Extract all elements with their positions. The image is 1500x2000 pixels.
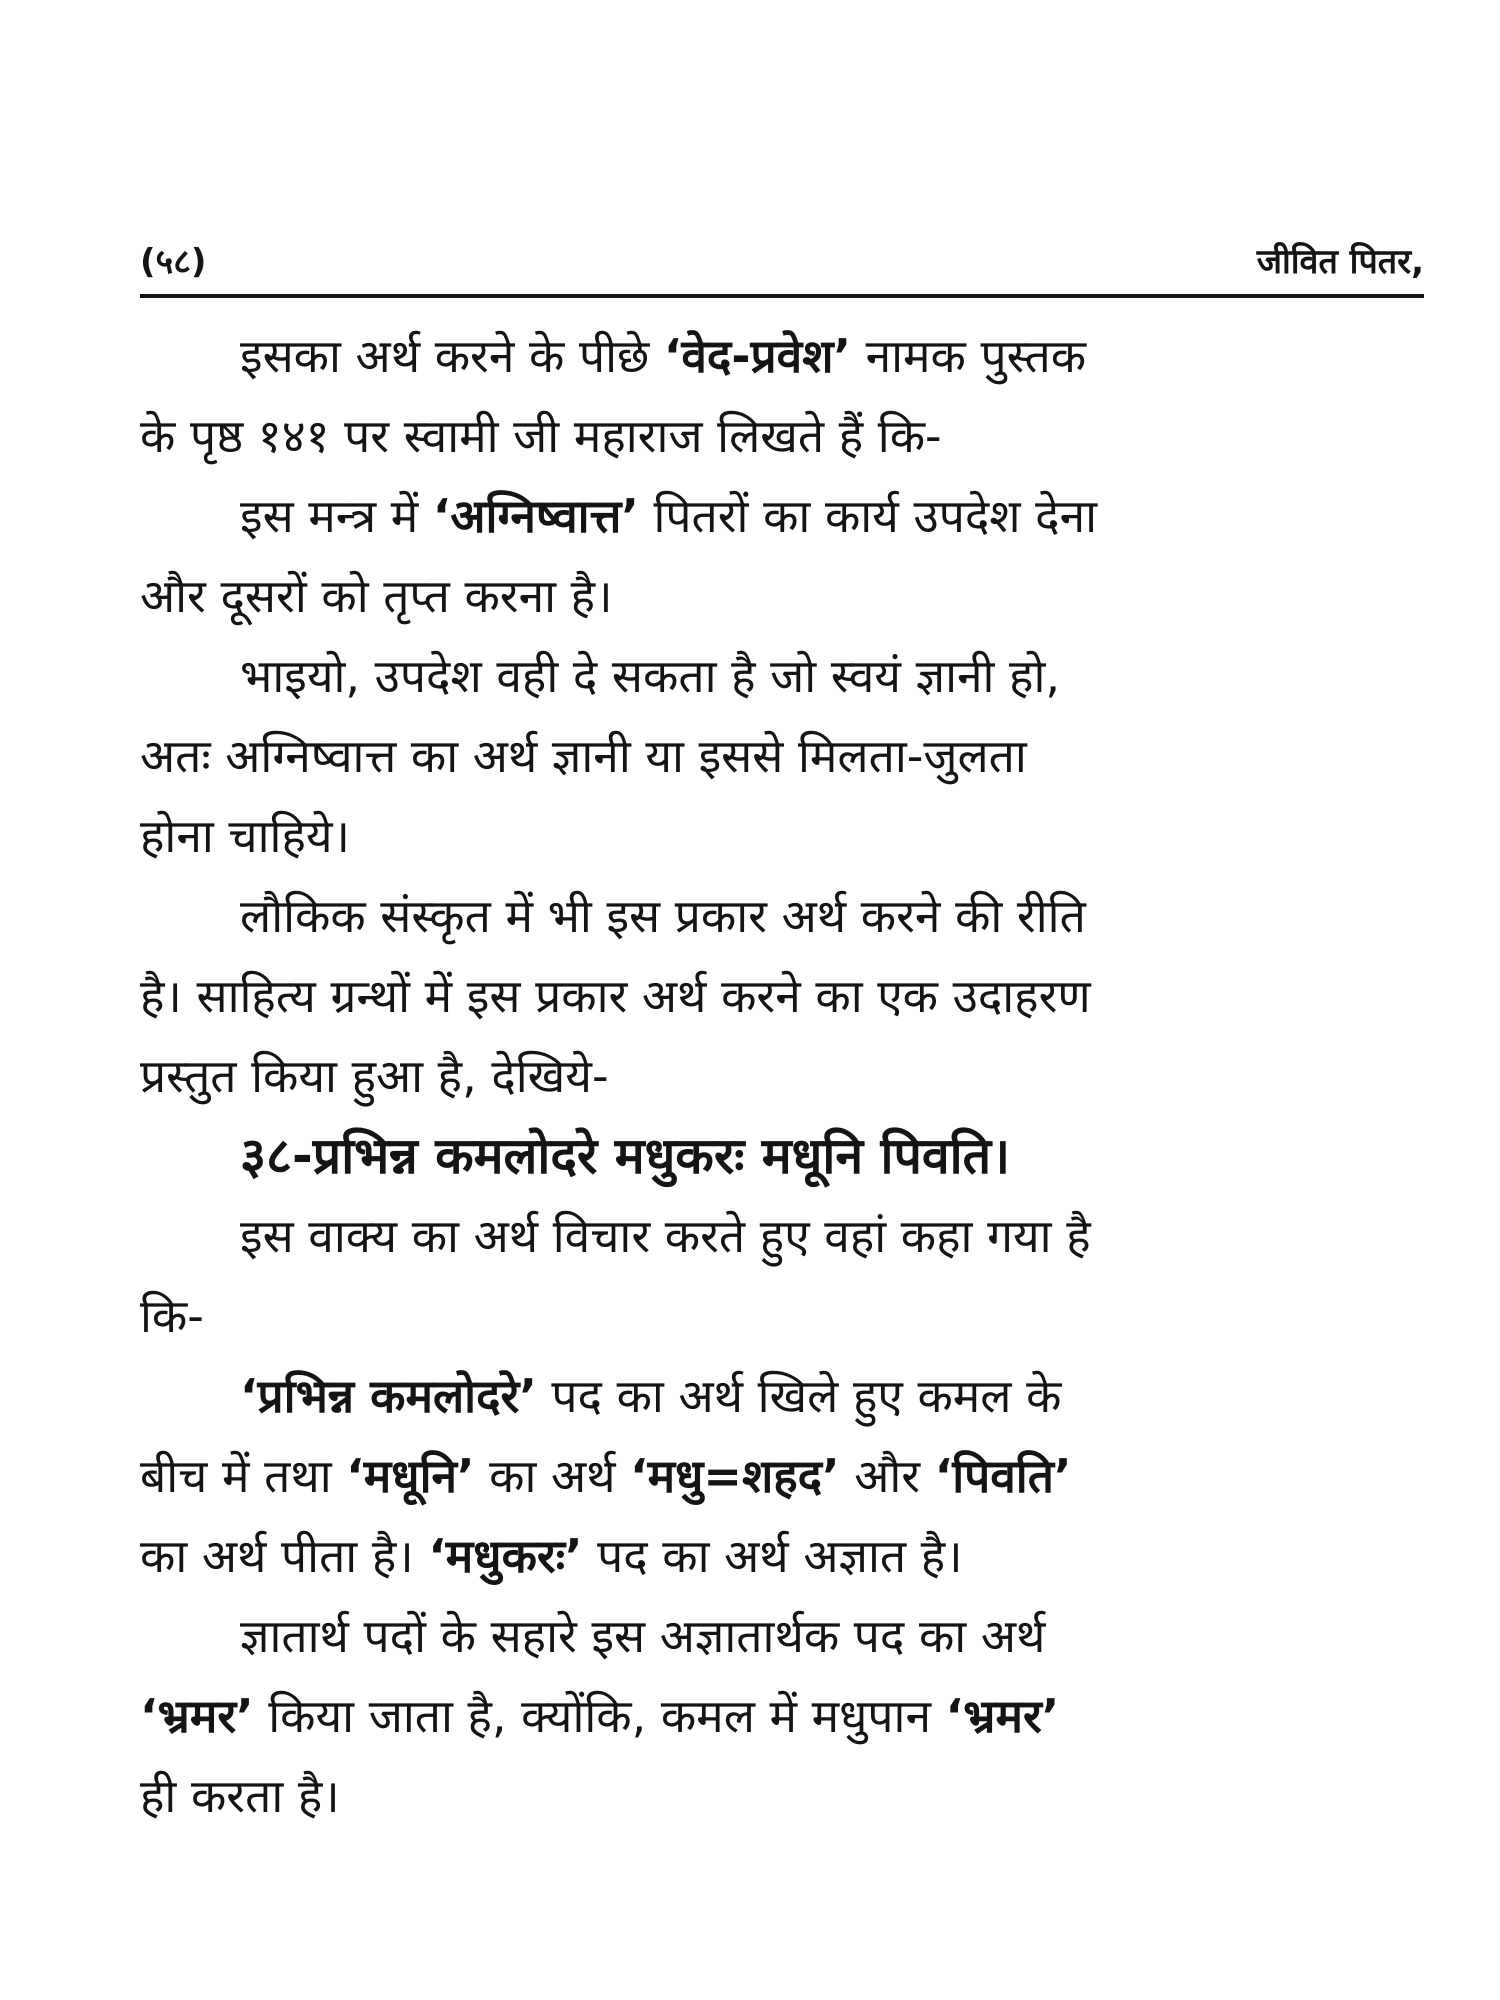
text-run: का अर्थ पीता है। (140, 1529, 429, 1583)
text-run: नामक पुस्तक (850, 329, 1087, 383)
body-text (140, 316, 1424, 1836)
bold-term: ‘पिवति’ (934, 1449, 1072, 1503)
page-number: (५८) (140, 242, 207, 282)
bold-term: ‘मधु=शहद’ (630, 1449, 840, 1503)
text-run: इस मन्त्र में (240, 489, 433, 543)
bold-term: ‘मधूनि’ (346, 1449, 475, 1503)
text-line: लौकिक संस्कृत में भी इस प्रकार अर्थ करने की रीति (240, 889, 1086, 943)
text-line: ही करता है। (140, 1769, 340, 1823)
text-line (140, 1356, 1424, 1436)
numbered-sentence: ३८-प्रभिन्न कमलोदरे मधुकरः मधूनि पिवति। (240, 1127, 1011, 1185)
paragraph-1 (140, 316, 1424, 476)
bold-term: ‘अग्निष्वात्त’ (432, 489, 639, 543)
paragraph-2 (140, 476, 1424, 636)
text-line: और दूसरों को तृप्त करना है। (140, 569, 613, 623)
bold-term: ‘वेद-प्रवेश’ (663, 329, 851, 383)
paragraph-4 (140, 876, 1424, 1116)
text-run: का अर्थ (474, 1449, 631, 1503)
page-header (140, 234, 1424, 290)
header-rule (140, 294, 1424, 298)
bold-term: ‘मधुकरः’ (428, 1529, 583, 1583)
text-line: इस वाक्य का अर्थ विचार करते हुए वहां कहा गया है (240, 1209, 1091, 1263)
text-line: प्रस्तुत किया हुआ है, देखिये- (140, 1049, 609, 1103)
text-run: पितरों का कार्य उपदेश देना (638, 489, 1098, 543)
text-run: पद का अर्थ खिले हुए कमल के (536, 1369, 1062, 1423)
text-run: बीच में तथा (140, 1449, 347, 1503)
text-run: पद का अर्थ अज्ञात है। (582, 1529, 963, 1583)
bold-term: ‘भ्रमर’ (140, 1689, 254, 1743)
paragraph-3 (140, 636, 1424, 876)
text-line (140, 476, 1424, 556)
running-title: जीवित पितर, (1256, 242, 1424, 282)
text-run: और (839, 1449, 935, 1503)
paragraph-6 (140, 1356, 1424, 1596)
bold-term: ‘प्रभिन्न कमलोदरे’ (240, 1369, 537, 1423)
text-line: के पृष्ठ १४१ पर स्वामी जी महाराज लिखते हैं कि- (140, 409, 942, 463)
text-line (140, 1676, 1424, 1756)
text-line: कि- (140, 1289, 204, 1343)
text-line (140, 1436, 1424, 1516)
paragraph-5 (140, 1196, 1424, 1356)
text-line: होना चाहिये। (140, 809, 350, 863)
paragraph-7 (140, 1596, 1424, 1836)
text-line: ज्ञातार्थ पदों के सहारे इस अज्ञातार्थक पद का अर्थ (240, 1609, 1046, 1663)
text-line: अतः अग्निष्वात्त का अर्थ ज्ञानी या इससे मिलता-जुलता (140, 729, 1027, 783)
text-line (140, 316, 1424, 396)
text-line: भाइयो, उपदेश वही दे सकता है जो स्वयं ज्ञानी हो, (240, 649, 1061, 703)
text-line: है। साहित्य ग्रन्थों में इस प्रकार अर्थ करने का एक उदाहरण (140, 969, 1091, 1023)
text-run: किया जाता है, क्योंकि, कमल में मधुपान (253, 1689, 946, 1743)
bold-term: ‘भ्रमर’ (945, 1689, 1060, 1743)
text-run: इसका अर्थ करने के पीछे (240, 329, 664, 383)
text-line (140, 1516, 1424, 1596)
